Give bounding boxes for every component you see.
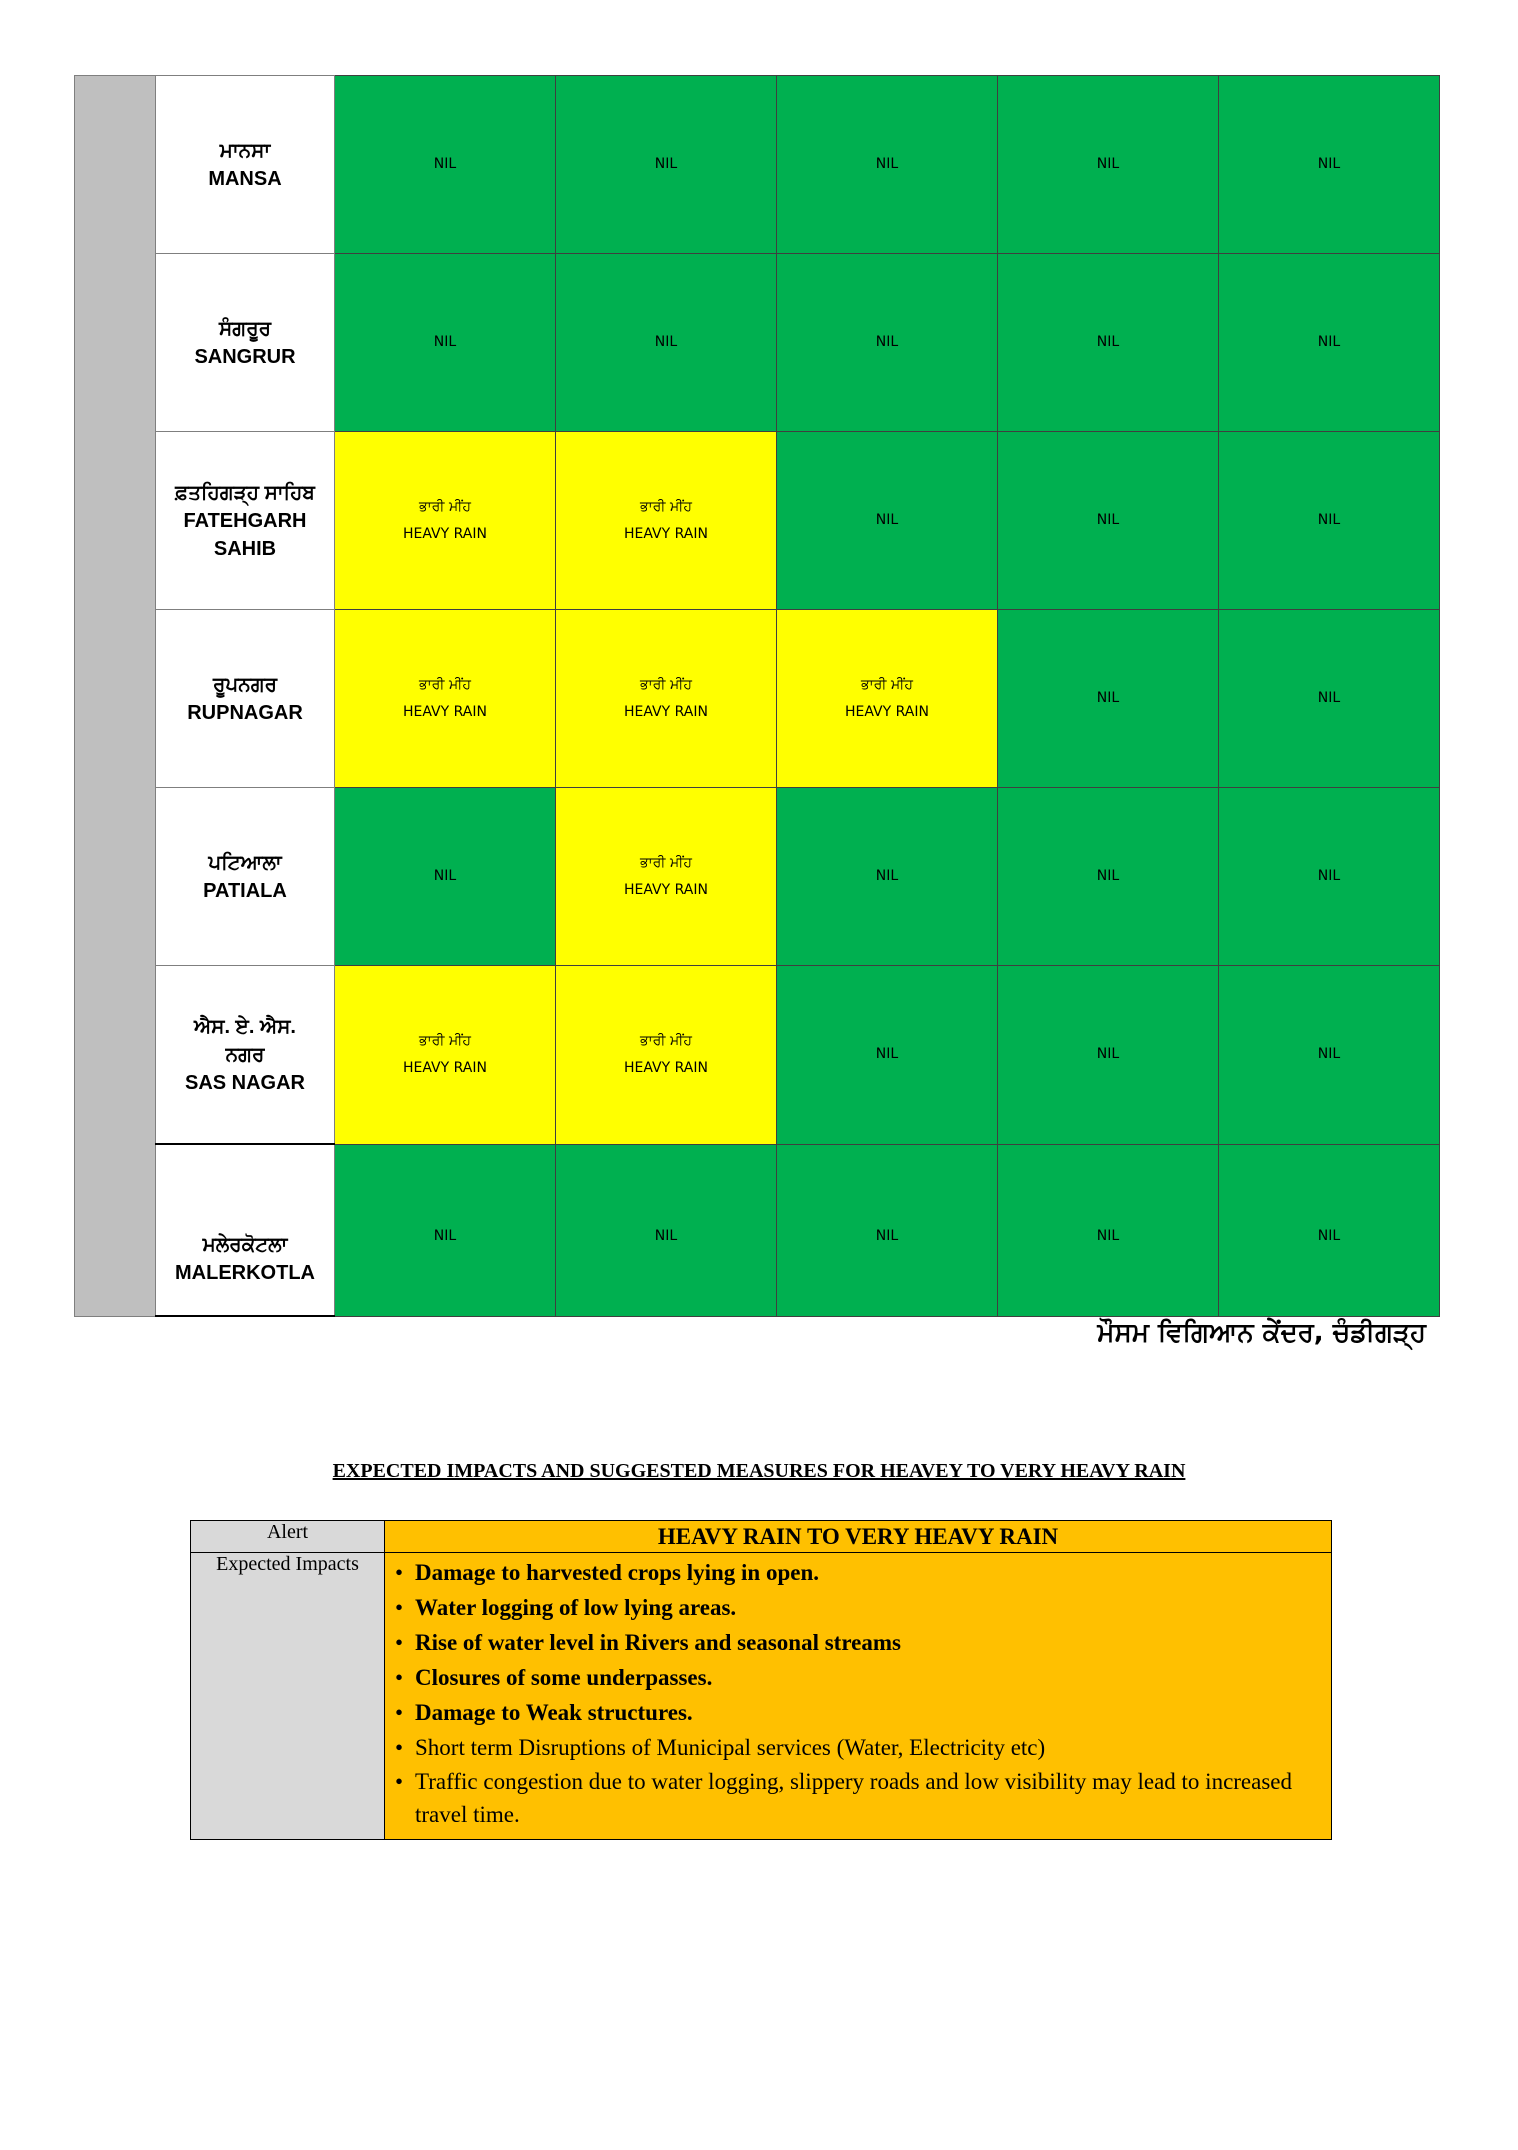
district-name-pa: ਮਾਨਸਾ (219, 139, 271, 162)
district-name-en: PATIALA (203, 879, 287, 902)
district-row (75, 254, 1440, 432)
warning-cell (335, 254, 556, 432)
district-row (75, 432, 1440, 610)
warning-cell (998, 432, 1219, 610)
district-name-cell (156, 254, 335, 432)
district-name-en: MANSA (208, 167, 282, 190)
warning-en: NIL (875, 868, 899, 884)
impact-item (395, 1555, 1331, 1590)
warning-en: NIL (1317, 512, 1341, 528)
warning-en: NIL (1317, 1227, 1341, 1244)
district-name-cell (156, 788, 335, 966)
district-name (156, 671, 334, 727)
bullet-icon: • (395, 1700, 404, 1725)
district-name (156, 849, 334, 905)
warning-pa: ਭਾਰੀ ਮੀਂਹ (419, 1032, 471, 1049)
impacts-list (395, 1555, 1331, 1831)
district-name-pa: ਸੰਗਰੂਰ (218, 317, 272, 340)
bullet-icon: • (395, 1560, 404, 1585)
warning-en: NIL (654, 156, 678, 172)
warning-cell (556, 966, 777, 1145)
warning-cell (556, 1144, 777, 1316)
bullet-icon: • (395, 1735, 404, 1760)
warning-cell (1219, 76, 1440, 254)
warning-cell (777, 76, 998, 254)
district-name-en: FATEHGARH SAHIB (183, 509, 307, 560)
warning-en: HEAVY RAIN (624, 703, 708, 720)
district-name (156, 315, 334, 371)
impacts-label: Expected Impacts (191, 1553, 385, 1840)
district-row (75, 788, 1440, 966)
district-name-cell (156, 432, 335, 610)
warning-en: HEAVY RAIN (403, 703, 487, 720)
warning-en: NIL (875, 334, 899, 350)
district-name-cell (156, 76, 335, 254)
warning-en: NIL (1096, 156, 1120, 172)
warning-cell (998, 1144, 1219, 1316)
warning-pa: ਭਾਰੀ ਮੀਂਹ (640, 854, 692, 871)
bullet-icon: • (395, 1630, 404, 1655)
district-name-pa: ਪਟਿਆਲਾ (208, 851, 282, 874)
warning-cell (556, 788, 777, 966)
impacts-table (190, 1520, 1332, 1840)
warning-en: HEAVY RAIN (624, 1059, 708, 1076)
district-row (75, 1144, 1440, 1316)
district-name-cell (156, 1144, 335, 1316)
warning-cell (556, 432, 777, 610)
impacts-list-cell (385, 1553, 1332, 1840)
district-name-cell (156, 610, 335, 788)
warning-en: HEAVY RAIN (845, 703, 929, 720)
impacts-row (191, 1553, 1332, 1840)
warning-pa: ਭਾਰੀ ਮੀਂਹ (419, 498, 471, 515)
district-name (156, 137, 334, 193)
warning-en: NIL (1096, 512, 1120, 528)
impact-text: Rise of water level in Rivers and seasonal streams (415, 1630, 901, 1655)
warning-en: NIL (875, 512, 899, 528)
district-row (75, 76, 1440, 254)
district-name-en: SANGRUR (194, 345, 296, 368)
warning-pa: ਭਾਰੀ ਮੀਂਹ (640, 676, 692, 693)
warning-pa: ਭਾਰੀ ਮੀਂਹ (640, 1032, 692, 1049)
district-name (156, 1013, 334, 1097)
warning-cell (556, 610, 777, 788)
impact-item (395, 1695, 1331, 1730)
warning-pa: ਭਾਰੀ ਮੀਂਹ (861, 676, 913, 693)
warning-en: NIL (654, 1227, 678, 1244)
alert-row (191, 1521, 1332, 1553)
district-name-pa: ਐਸ. ਏ. ਐਸ. ਨਗਰ (193, 1015, 296, 1066)
district-name (156, 1173, 334, 1287)
warning-en: NIL (875, 1227, 899, 1244)
warning-cell (777, 788, 998, 966)
warning-cell (1219, 788, 1440, 966)
impact-text: Short term Disruptions of Municipal services (Water, Electricity etc) (415, 1735, 1046, 1760)
district-name-en: RUPNAGAR (187, 701, 303, 724)
warning-cell (1219, 432, 1440, 610)
warning-cell (556, 254, 777, 432)
district-name-en: SAS NAGAR (184, 1071, 305, 1094)
warning-en: HEAVY RAIN (624, 881, 708, 898)
warning-cell (335, 76, 556, 254)
impacts-section-title: EXPECTED IMPACTS AND SUGGESTED MEASURES FOR HEAVEY TO VERY HEAVY RAIN (332, 1460, 1186, 1482)
alert-label: Alert (191, 1521, 385, 1553)
bullet-icon: • (395, 1595, 404, 1620)
warning-en: NIL (1317, 1046, 1341, 1063)
impact-text: Traffic congestion due to water logging, slippery roads and low visibility may lead to increased travel time. (415, 1769, 1293, 1827)
impact-text: Damage to Weak structures. (415, 1700, 693, 1725)
bullet-icon: • (395, 1665, 404, 1690)
warning-cell (335, 788, 556, 966)
warning-en: NIL (1317, 334, 1341, 350)
warning-cell (1219, 254, 1440, 432)
district-name-en: MALERKOTLA (175, 1262, 315, 1284)
warning-cell (777, 966, 998, 1145)
warning-en: HEAVY RAIN (403, 525, 487, 542)
impact-item (395, 1765, 1331, 1831)
warning-cell (777, 254, 998, 432)
impact-item (395, 1660, 1331, 1695)
warning-en: NIL (1096, 334, 1120, 350)
warning-cell (998, 966, 1219, 1145)
impact-item (395, 1590, 1331, 1625)
warning-en: HEAVY RAIN (403, 1059, 487, 1076)
warning-cell (998, 76, 1219, 254)
district-row (75, 966, 1440, 1145)
warning-cell (556, 76, 777, 254)
warning-en: NIL (875, 1046, 899, 1063)
warning-en: NIL (1096, 690, 1120, 706)
impact-item (395, 1730, 1331, 1765)
warning-cell (777, 610, 998, 788)
bullet-icon: • (395, 1769, 404, 1794)
warning-cell (1219, 1144, 1440, 1316)
warning-en: NIL (1096, 1227, 1120, 1244)
warning-en: NIL (433, 868, 457, 884)
warning-en: NIL (433, 156, 457, 172)
warning-cell (998, 788, 1219, 966)
district-name-pa: ਮਲੇਰਕੋਟਲਾ (202, 1234, 288, 1256)
warning-en: NIL (1096, 1046, 1120, 1063)
district-name (156, 479, 334, 563)
alert-value: HEAVY RAIN TO VERY HEAVY RAIN (385, 1521, 1332, 1553)
warning-en: NIL (433, 334, 457, 350)
warning-en: NIL (1317, 690, 1341, 706)
warning-pa: ਭਾਰੀ ਮੀਂਹ (419, 676, 471, 693)
warning-cell (335, 1144, 556, 1316)
district-name-pa: ਫ਼ਤਹਿਗੜ੍ਹ ਸਾਹਿਬ (175, 481, 315, 504)
warning-cell (335, 966, 556, 1145)
warning-cell (335, 432, 556, 610)
warning-cell (1219, 610, 1440, 788)
warning-cell (335, 610, 556, 788)
warning-cell (998, 610, 1219, 788)
warning-en: NIL (654, 334, 678, 350)
warning-en: NIL (433, 1227, 457, 1244)
district-row (75, 610, 1440, 788)
district-warning-table (74, 75, 1440, 1317)
district-name-cell (156, 966, 335, 1145)
impact-text: Water logging of low lying areas. (415, 1595, 737, 1620)
warning-en: NIL (1317, 868, 1341, 884)
warning-pa: ਭਾਰੀ ਮੀਂਹ (640, 498, 692, 515)
warning-cell (998, 254, 1219, 432)
warning-en: NIL (875, 156, 899, 172)
warning-en: NIL (1317, 156, 1341, 172)
state-column (75, 76, 156, 1317)
impact-text: Damage to harvested crops lying in open. (415, 1560, 819, 1585)
warning-cell (1219, 966, 1440, 1145)
warning-cell (777, 432, 998, 610)
warning-cell (777, 1144, 998, 1316)
impact-item (395, 1625, 1331, 1660)
district-name-pa: ਰੂਪਨਗਰ (212, 673, 278, 696)
impact-text: Closures of some underpasses. (415, 1665, 713, 1690)
issuer-footer: ਮੌਸਮ ਵਿਗਿਆਨ ਕੇਂਦਰ, ਚੰਡੀਗੜ੍ਹ (1097, 1318, 1426, 1348)
warning-en: NIL (1096, 868, 1120, 884)
warning-en: HEAVY RAIN (624, 525, 708, 542)
